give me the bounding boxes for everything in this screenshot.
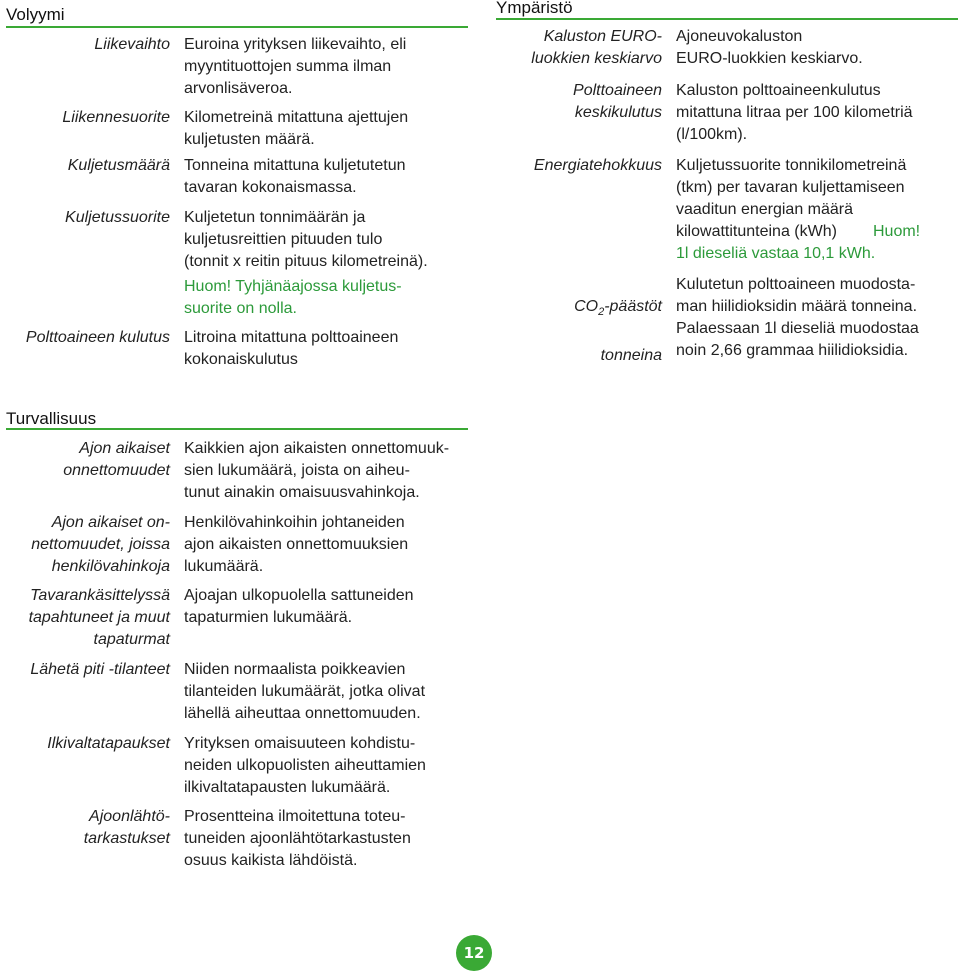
term-tavarankasittely: Tavarankäsittelyssä tapahtuneet ja muut tapaturmat <box>28 587 170 648</box>
term-keskikulutus: Polttoaineen keskikulutus <box>573 82 662 121</box>
section-turvallisuus <box>6 403 466 883</box>
note-kuljetussuorite: Huom! Tyhjänäajossa kuljetus- suorite on nolla. <box>184 278 402 317</box>
def-polttoaineen-kulutus: Litroina mitattuna polttoaineen kokonaiskulutus <box>184 329 399 368</box>
term-liikevaihto: Liikevaihto <box>94 36 170 53</box>
def-lahelta-piti: Niiden normaalista poikkeavien tilanteiden lukumäärät, jotka olivat lähellä aiheuttaa onnettomuuden. <box>184 661 426 722</box>
def-energiatehokkuus: Kuljetussuorite tonnikilometreinä (tkm) per tavaran kuljettamiseen vaaditun energian määrä kilowattitunteina (kWh) <box>676 157 907 240</box>
def-henkilovahingot: Henkilövahinkoihin johtaneiden ajon aikaisten onnettomuuksien lukumäärä. <box>184 514 409 575</box>
def-liikevaihto: Euroina yrityksen liikevaihto, eli myyntituottojen summa ilman arvonlisäveroa. <box>184 36 407 97</box>
section-title-volyymi: Volyymi <box>6 5 65 24</box>
section-title-turvallisuus: Turvallisuus <box>6 409 97 428</box>
note-energiatehokkuus: 1l dieseliä vastaa 10,1 kWh. <box>676 245 876 262</box>
term-liikennesuorite: Liikennesuorite <box>62 109 170 126</box>
note-huom-inline: Huom! <box>873 223 921 240</box>
section-divider <box>496 18 958 20</box>
def-euro-luokat: Ajoneuvokaluston EURO-luokkien keskiarvo. <box>676 28 863 67</box>
def-ajon-aikaiset: Kaikkien ajon aikaisten onnettomuuk- sien lukumäärä, joista on aiheu- tunut ainakin omaisuusvahinkoja. <box>184 440 450 501</box>
term-co2-subscript: 2 <box>598 306 605 318</box>
section-title-ymparisto: Ympäristö <box>496 0 573 17</box>
term-henkilovahingot: Ajon aikaiset on- nettomuudet, joissa henkilövahinkoja <box>31 514 170 575</box>
def-kuljetussuorite: Kuljetetun tonnimäärän ja kuljetusreittien pituuden tulo (tonnit x reitin pituus kilometreinä). <box>184 209 428 270</box>
term-kuljetussuorite: Kuljetussuorite <box>65 209 170 226</box>
page-number-badge: 12 <box>456 935 492 971</box>
section-divider <box>6 26 468 28</box>
term-co2-main: CO <box>574 298 599 315</box>
section-divider <box>6 428 468 430</box>
term-lahelta-piti: Lähetä piti -tilanteet <box>30 661 170 678</box>
term-co2-paastot <box>497 274 662 367</box>
term-ajoonlahtotarkastukset: Ajoonlähtö- tarkastukset <box>83 808 170 847</box>
def-ilkivalta: Yrityksen omaisuuteen kohdistu- neiden ulkopuolisten aiheuttamien ilkivaltatapausten lukumäärä. <box>184 735 426 796</box>
term-kuljetusmaara: Kuljetusmäärä <box>67 157 170 174</box>
term-co2-rest: -päästöt <box>604 298 662 315</box>
term-ajon-aikaiset: Ajon aikaiset onnettomuudet <box>63 440 170 479</box>
def-keskikulutus: Kaluston polttoaineenkulutus mitattuna litraa per 100 kilometriä (l/100km). <box>676 82 913 143</box>
def-kuljetusmaara: Tonneina mitattuna kuljetutetun tavaran kokonaismassa. <box>184 157 406 196</box>
term-euro-luokat: Kaluston EURO- luokkien keskiarvo <box>531 28 662 67</box>
term-polttoaineen-kulutus: Polttoaineen kulutus <box>25 329 170 346</box>
term-ilkivalta: Ilkivaltatapaukset <box>47 735 170 752</box>
def-co2-paastot: Kulutetun polttoaineen muodosta- man hiilidioksidin määrä tonneina. Palaessaan 1l dieseliä muodostaa noin 2,66 grammaa hiilidioksidia. <box>676 276 919 359</box>
def-ajoonlahtotarkastukset: Prosentteina ilmoitettuna toteu- tuneiden ajoonlähtötarkastusten osuus kaikista lähdöistä. <box>184 808 411 869</box>
section-volyymi <box>6 0 466 380</box>
term-energiatehokkuus: Energiatehokkuus <box>533 157 662 174</box>
def-liikennesuorite: Kilometreinä mitattuna ajettujen kuljetusten määrä. <box>184 109 409 148</box>
term-co2-line2: tonneina <box>600 347 662 364</box>
section-ymparisto <box>496 0 960 380</box>
def-tavarankasittely: Ajoajan ulkopuolella sattuneiden tapaturmien lukumäärä. <box>184 587 414 626</box>
